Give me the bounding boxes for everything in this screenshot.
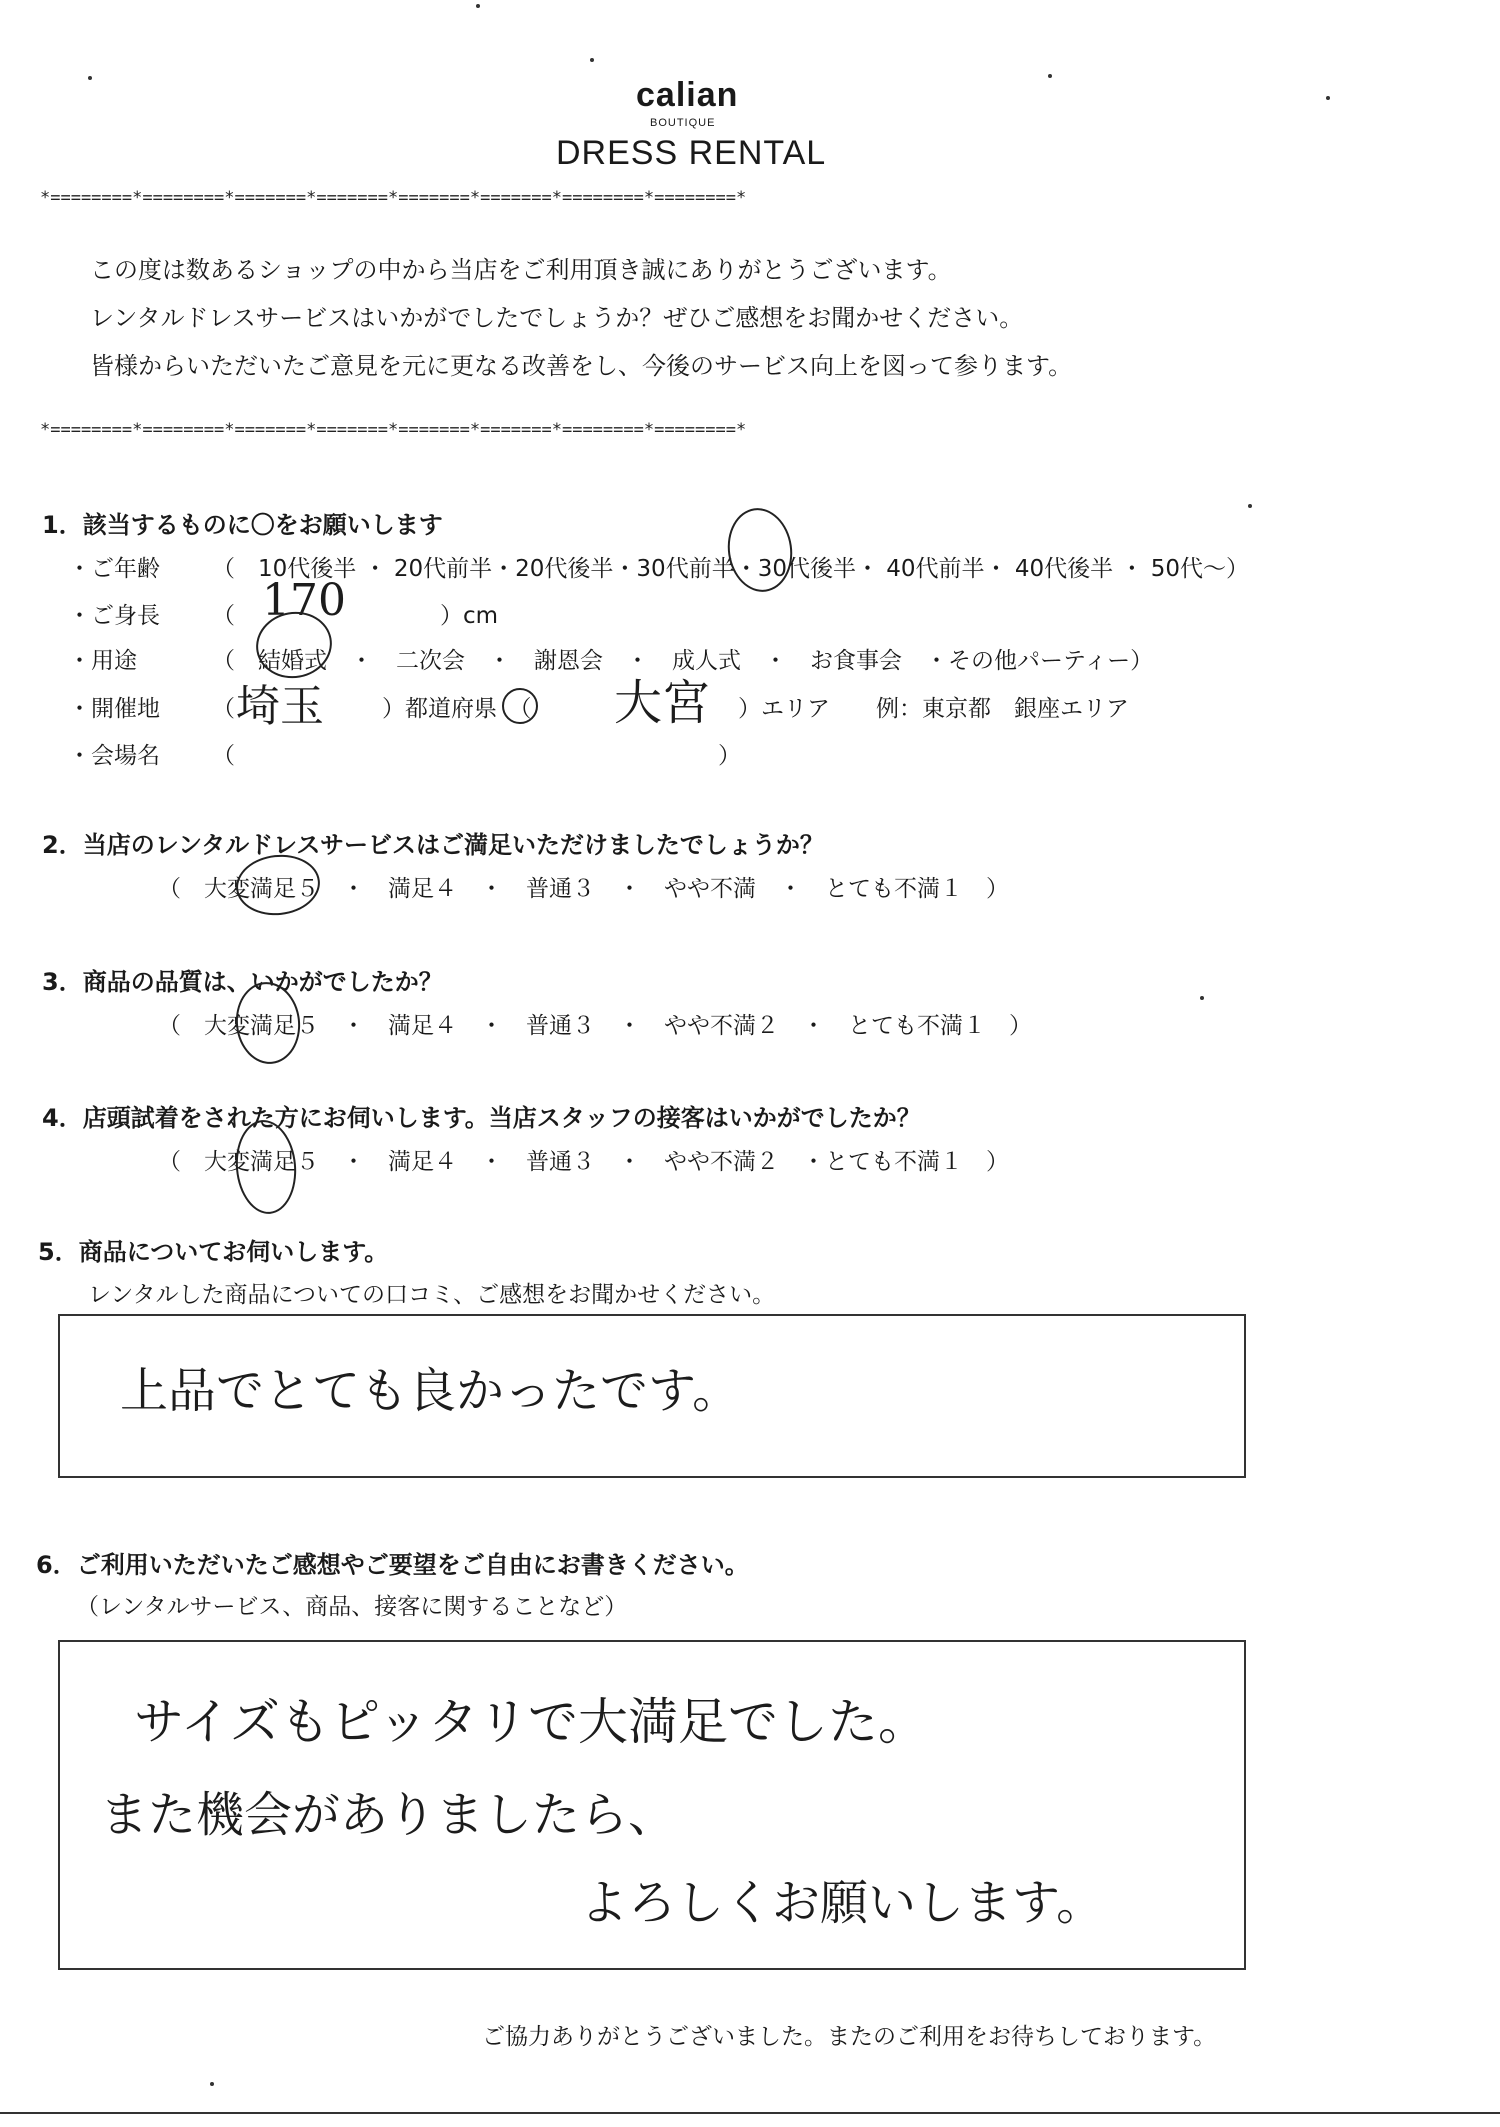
q3-title: 3．商品の品質は、いかがでしたか？ <box>42 968 443 996</box>
scan-speck <box>590 58 594 62</box>
venue-example: ）エリア 例：東京都 銀座エリア <box>738 696 1129 722</box>
q6-title: 6．ご利用いただいたご感想やご要望をご自由にお書きください。 <box>36 1551 749 1579</box>
scan-speck <box>210 2082 214 2086</box>
scan-speck <box>1326 96 1330 100</box>
q6-answer-box[interactable] <box>58 1640 1246 1970</box>
q1-title: 1．該当するものに〇をお願いします <box>42 511 443 539</box>
q4-options: （ 大変満足５ ・ 満足４ ・ 普通３ ・ やや不満２ ・とても不満１ ） <box>158 1149 1009 1175</box>
prefecture-selection-circle <box>502 688 538 724</box>
brand-logo: calian <box>636 76 739 114</box>
age-label: ・ご年齢 <box>68 556 160 582</box>
q6-answer-line-1: サイズもピッタリで大満足でした。 <box>134 1693 928 1751</box>
purpose-label: ・用途 <box>68 648 137 674</box>
scan-speck <box>1200 996 1204 1000</box>
brand-subtitle: BOUTIQUE <box>650 117 716 129</box>
intro-line-2: レンタルドレスサービスはいかがでしたでしょうか？ぜひご感想をお聞かせください。 <box>90 304 1024 332</box>
q6-subtitle: （レンタルサービス、商品、接客に関することなど） <box>76 1594 628 1620</box>
q2-selection-circle <box>233 851 323 919</box>
venue-prefecture[interactable]: 埼玉 <box>236 681 324 732</box>
scan-speck <box>88 76 92 80</box>
q5-answer-box[interactable] <box>58 1314 1246 1478</box>
scan-speck <box>1248 504 1252 508</box>
venue-open: （ <box>212 696 235 722</box>
q6-answer-line-2: また機会がありましたら、 <box>100 1787 677 1843</box>
footer-thanks: ご協力ありがとうございました。またのご利用をお待ちしております。 <box>482 2024 1217 2050</box>
q6-answer-line-3: よろしくお願いします。 <box>580 1875 1105 1931</box>
scan-speck <box>476 4 480 8</box>
q5-title: 5．商品についてお伺いします。 <box>38 1238 389 1266</box>
height-open: （ <box>212 603 235 629</box>
venue-area[interactable]: 大宮 <box>614 675 711 731</box>
height-label: ・ご身長 <box>68 603 160 629</box>
q4-title: 4．店頭試着をされた方にお伺いします。当店スタッフの接客はいかがでしたか？ <box>42 1104 921 1132</box>
divider-bottom: *========*========*=======*=======*=======*=======*========*========* <box>40 420 747 440</box>
venue-middle: ）都道府県 （ <box>382 696 532 722</box>
hall-label: ・会場名 <box>68 743 160 769</box>
divider-top: *========*========*=======*=======*=======*=======*========*========* <box>40 188 747 208</box>
bottom-rule <box>0 2112 1500 2114</box>
scan-speck <box>1048 74 1052 78</box>
height-unit: ）cm <box>440 603 499 629</box>
q5-subtitle: レンタルした商品についての口コミ、ご感想をお聞かせください。 <box>88 1282 776 1308</box>
hall-value[interactable]: （ ） <box>212 743 741 769</box>
venue-label: ・開催地 <box>68 696 160 722</box>
height-value[interactable]: 170 <box>262 575 346 626</box>
q2-options: （ 大変満足５ ・ 満足４ ・ 普通３ ・ やや不満 ・ とても不満１ ） <box>158 876 1009 902</box>
q3-options: （ 大変満足５ ・ 満足４ ・ 普通３ ・ やや不満２ ・ とても不満１ ） <box>158 1013 1032 1039</box>
purpose-options: （ 結婚式 ・ 二次会 ・ 謝恩会 ・ 成人式 ・ お食事会 ・その他パーティー） <box>212 648 1154 674</box>
intro-line-1: この度は数あるショップの中から当店をご利用頂き誠にありがとうございます。 <box>90 256 952 284</box>
intro-line-3: 皆様からいただいたご意見を元に更なる改善をし、今後のサービス向上を図って参ります。 <box>90 352 1073 380</box>
page-title: DRESS RENTAL <box>556 134 827 172</box>
q2-title: 2．当店のレンタルドレスサービスはご満足いただけましたでしょうか？ <box>42 831 824 859</box>
age-options: （ 10代後半 ・ 20代前半・20代後半・30代前半・30代後半・ 40代前半・ 40代後半 ・ 50代～） <box>212 556 1249 582</box>
q5-answer-text: 上品でとても良かったです。 <box>120 1363 741 1419</box>
